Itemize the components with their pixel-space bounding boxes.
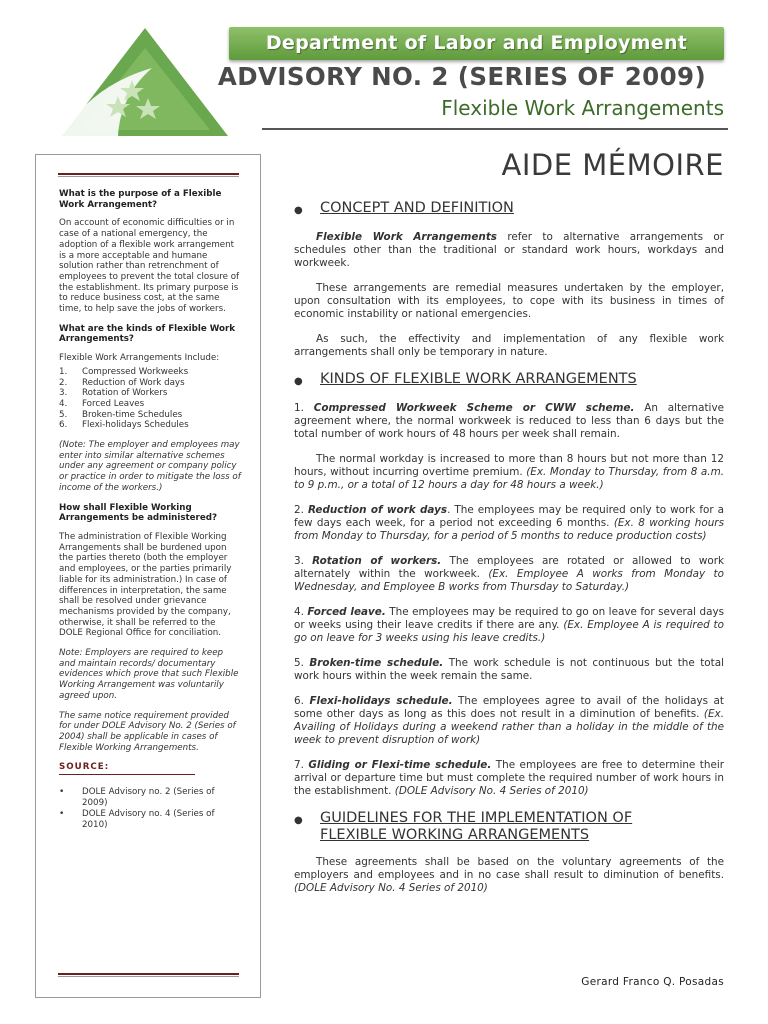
source-heading: SOURCE: bbox=[59, 762, 195, 775]
kinds-intro: Flexible Work Arrangements Include: bbox=[59, 353, 220, 364]
list-item: • DOLE Advisory no. 2 (Series of 2009) bbox=[59, 787, 215, 808]
kind-gliding-flexi-time: 7. Gliding or Flexi-time schedule. The employees are free to determine their arrival or departure time but must complete the required number of work hours in the establishment. (DOLE Advisory No. 4 Series of 2010) bbox=[294, 759, 724, 797]
section-heading-kinds: ● KINDS OF FLEXIBLE WORK ARRANGEMENTS bbox=[294, 371, 637, 387]
sidebar-bottom-rule bbox=[58, 973, 239, 977]
header-divider bbox=[262, 128, 728, 130]
question-kinds: What are the kinds of Flexible Work Arrangements? bbox=[59, 323, 236, 345]
list-item: • DOLE Advisory no. 4 (Series of 2010) bbox=[59, 809, 215, 831]
advisory-subtitle: Flexible Work Arrangements bbox=[441, 96, 724, 120]
list-item: 2. Reduction of Work days bbox=[59, 377, 185, 388]
source-list bbox=[59, 787, 241, 831]
section-heading-guidelines: ● GUIDELINES FOR THE IMPLEMENTATION OF FLEXIBLE WORKING ARRANGEMENTS bbox=[294, 810, 633, 843]
header-banner bbox=[229, 27, 724, 60]
kind-broken-time: 5. Broken-time schedule. The work schedule is not continuous but the total work hours within the week remain the same. bbox=[294, 657, 724, 682]
kind-reduction-work-days: 2. Reduction of work days. The employees may be required only to work for a few days each week, for a period not exceeding 6 months. (Ex. 8 working hours from Monday to Thursday, for a period of 5 months to reduce production costs) bbox=[294, 504, 724, 542]
aide-memoire-title: AIDE MÉMOIRE bbox=[501, 148, 724, 182]
list-item: 5. Broken-time Schedules bbox=[59, 409, 183, 420]
note-records: Note: Employers are required to keep and maintain records/ documentary evidences which prove that such Flexible Working Arrangement was voluntarily agreed upon. bbox=[59, 648, 239, 701]
sidebar-top-rule bbox=[58, 173, 239, 177]
main-content bbox=[294, 200, 724, 907]
note-notice: The same notice requirement provided for under DOLE Advisory No. 2 (Series of 2004) shall be applicable in cases of Flexible Working Arrangements. bbox=[59, 710, 236, 753]
list-item: 3. Rotation of Workers bbox=[59, 388, 168, 399]
question-administration: How shall Flexible Working Arrangements be administered? bbox=[59, 502, 217, 524]
paragraph-remedial: These arrangements are remedial measures undertaken by the employer, upon consultation with its employees, to cope with its business in times of economic instability or national emergencies. bbox=[294, 282, 724, 320]
kind-flexi-holidays: 6. Flexi-holidays schedule. The employees agree to avail of the holidays at some other days as long as this does not result in a diminution of benefits. (Ex. Availing of Holidays during a weekend rather than a holiday in the middle of the week to prevent disruption of work) bbox=[294, 695, 724, 746]
advisory-title: ADVISORY NO. 2 (SERIES OF 2009) bbox=[217, 62, 707, 91]
section-heading-concept: ● CONCEPT AND DEFINITION bbox=[294, 200, 514, 216]
list-item: 6. Flexi-holidays Schedules bbox=[59, 420, 189, 431]
answer-purpose: On account of economic difficulties or in case of a national emergency, the adoption of a flexible work arrangement is a more acceptable and humane solution rather than retrenchment of employees to prevent the total closure of the establishment. Its primary purpose is to reduce business cost, at the same time, to help save the jobs of workers. bbox=[59, 218, 240, 315]
answer-administration: The administration of Flexible Working Arrangements shall be burdened upon the parties thereto (both the employer and employees, or the parties primarily liable for its administration.) In case of differences in interpretation, the same shall be resolved under grievance mechanisms provided by the company, otherwise, it shall be referred to the DOLE Regional Office for conciliation. bbox=[59, 531, 232, 639]
kinds-list bbox=[59, 367, 241, 431]
note-alternative-schemes: (Note: The employer and employees may enter into similar alternative schemes under any agreement or company policy or practice in order to mitigate the loss of income of the workers.) bbox=[59, 440, 241, 493]
department-name: Department of Labor and Employment bbox=[265, 32, 688, 54]
paragraph-guidelines: These agreements shall be based on the voluntary agreements of the employers and employees and in no case shall result to diminution of benefits. (DOLE Advisory No. 4 Series of 2010) bbox=[294, 856, 724, 894]
kind-compressed-workweek: 1. Compressed Workweek Scheme or CWW scheme. An alternative agreement where, the normal workweek is reduced to less than 6 days but the total number of work hours of 48 hours per week shall remain. bbox=[294, 402, 724, 440]
question-purpose: What is the purpose of a Flexible Work Arrangement? bbox=[59, 189, 222, 210]
list-item: 4. Forced Leaves bbox=[59, 398, 145, 409]
sidebar-content bbox=[59, 189, 241, 832]
list-item: 1. Compressed Workweeks bbox=[59, 366, 189, 377]
kind-rotation-workers: 3. Rotation of workers. The employees are rotated or allowed to work alternately within the workweek. (Ex. Employee A works from Monday to Wednesday, and Employee B works from Thursday to Saturday.) bbox=[294, 555, 724, 593]
kind-forced-leave: 4. Forced leave. The employees may be required to go on leave for several days or weeks using their leave credits if there are any. (Ex. Employee A is required to go on leave for 3 weeks using his leave credits.) bbox=[294, 606, 725, 644]
paragraph-temporary: As such, the effectivity and implementation of any flexible work arrangements shall only be temporary in nature. bbox=[294, 333, 724, 358]
sidebar-box bbox=[35, 154, 261, 998]
paragraph-definition: Flexible Work Arrangements refer to alternative arrangements or schedules other than the traditional or standard work hours, workdays and workweek. bbox=[294, 231, 724, 269]
author-name: Gerard Franco Q. Posadas bbox=[581, 976, 724, 988]
kind-compressed-detail: The normal workday is increased to more than 8 hours but not more than 12 hours, without incurring overtime premium. (Ex. Monday to Thursday, from 8 a.m. to 9 p.m., or a total of 12 hours a day for 48 hours a week.) bbox=[294, 453, 724, 491]
